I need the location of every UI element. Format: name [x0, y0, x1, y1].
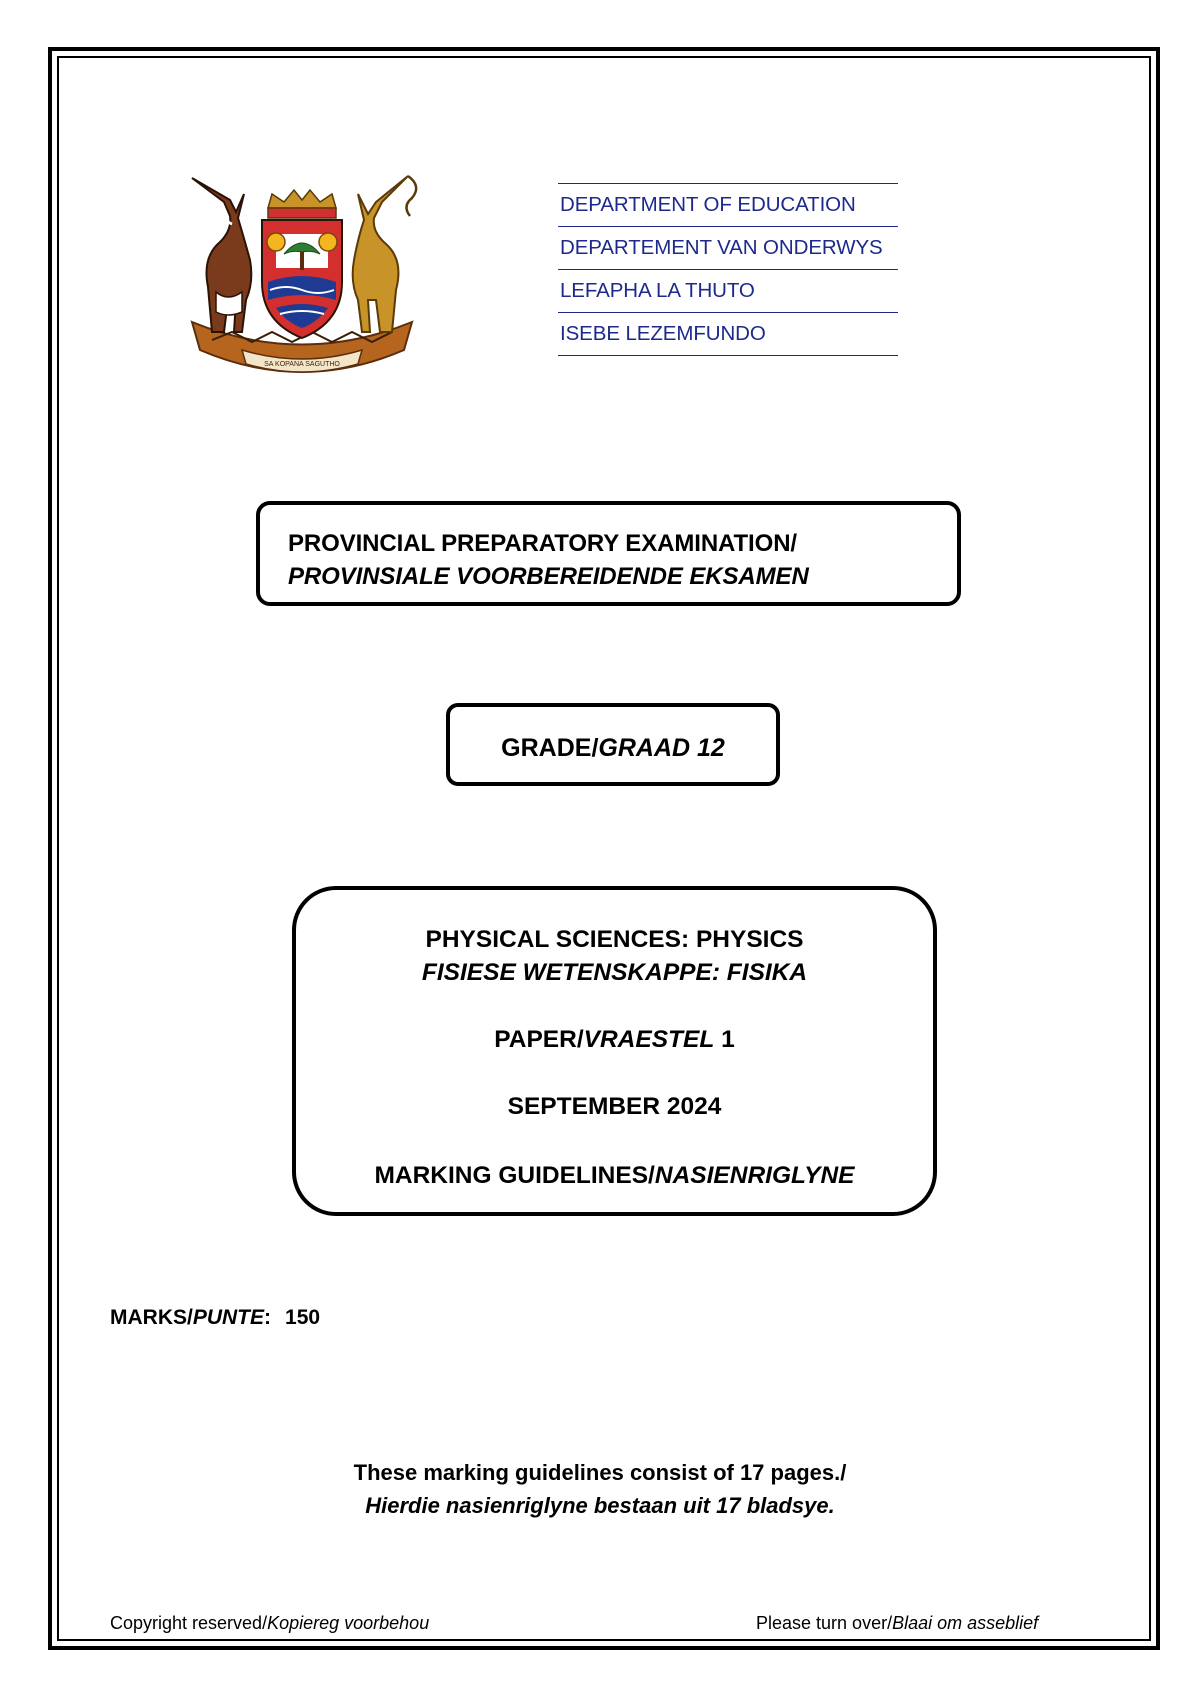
- page-count-note-en: These marking guidelines consist of 17 pages./: [353, 1460, 847, 1485]
- marks-label: MARKS/: [110, 1306, 193, 1329]
- footer-turn-over: [756, 1613, 1038, 1634]
- exam-title-af: PROVINSIALE VOORBEREIDENDE EKSAMEN: [288, 563, 809, 590]
- grade-label-af: GRAAD 12: [598, 734, 725, 762]
- total-marks: [110, 1306, 320, 1330]
- crest-motto: SA KOPANA SAGUTHO: [264, 361, 340, 368]
- kudu-figure: [353, 176, 408, 332]
- grade-title: [450, 734, 776, 763]
- footer-turn-over-af: Blaai om asseblief: [892, 1613, 1039, 1633]
- exam-title-en: PROVINCIAL PREPARATORY EXAMINATION/: [288, 530, 797, 557]
- subject-box: [292, 886, 937, 1216]
- department-rule: [558, 355, 898, 356]
- subject-title-en: PHYSICAL SCIENCES: PHYSICS: [425, 926, 804, 953]
- footer-copyright-af: Kopiereg voorbehou: [267, 1613, 430, 1633]
- coat-of-arms-logo: [172, 172, 432, 387]
- exam-title-box: [256, 501, 961, 606]
- guidelines-label-af: NASIENRIGLYNE: [654, 1162, 855, 1189]
- footer-turn-over-en: Please turn over/: [756, 1613, 893, 1633]
- page-count-note-af: Hierdie nasienriglyne bestaan uit 17 bladsye.: [365, 1493, 835, 1518]
- marks-label-af: PUNTE: [192, 1306, 265, 1329]
- footer-copyright-en: Copyright reserved/: [110, 1613, 268, 1633]
- marks-colon: :: [264, 1306, 272, 1329]
- department-name-xh: ISEBE LEZEMFUNDO: [560, 322, 766, 345]
- marking-guidelines-title: [296, 1162, 933, 1190]
- paper-label: PAPER/: [494, 1026, 584, 1053]
- department-name-st: LEFAPHA LA THUTO: [560, 279, 755, 302]
- subject-title-af: FISIESE WETENSKAPPE: FISIKA: [421, 959, 808, 986]
- paper-number: [296, 1026, 933, 1054]
- department-name-af: DEPARTEMENT VAN ONDERWYS: [560, 236, 883, 259]
- paper-number-value: 1: [714, 1026, 735, 1053]
- crest-crown: [268, 190, 336, 208]
- department-name-en: DEPARTMENT OF EDUCATION: [560, 193, 856, 216]
- exam-date: SEPTEMBER 2024: [507, 1093, 722, 1120]
- grade-label: GRADE/: [501, 734, 599, 762]
- grade-box: [446, 703, 780, 786]
- guidelines-label: MARKING GUIDELINES/: [374, 1162, 655, 1189]
- footer-copyright: [110, 1613, 429, 1634]
- department-block: [558, 183, 898, 356]
- marks-value: 150: [285, 1306, 321, 1329]
- paper-label-af: VRAESTEL: [583, 1026, 715, 1053]
